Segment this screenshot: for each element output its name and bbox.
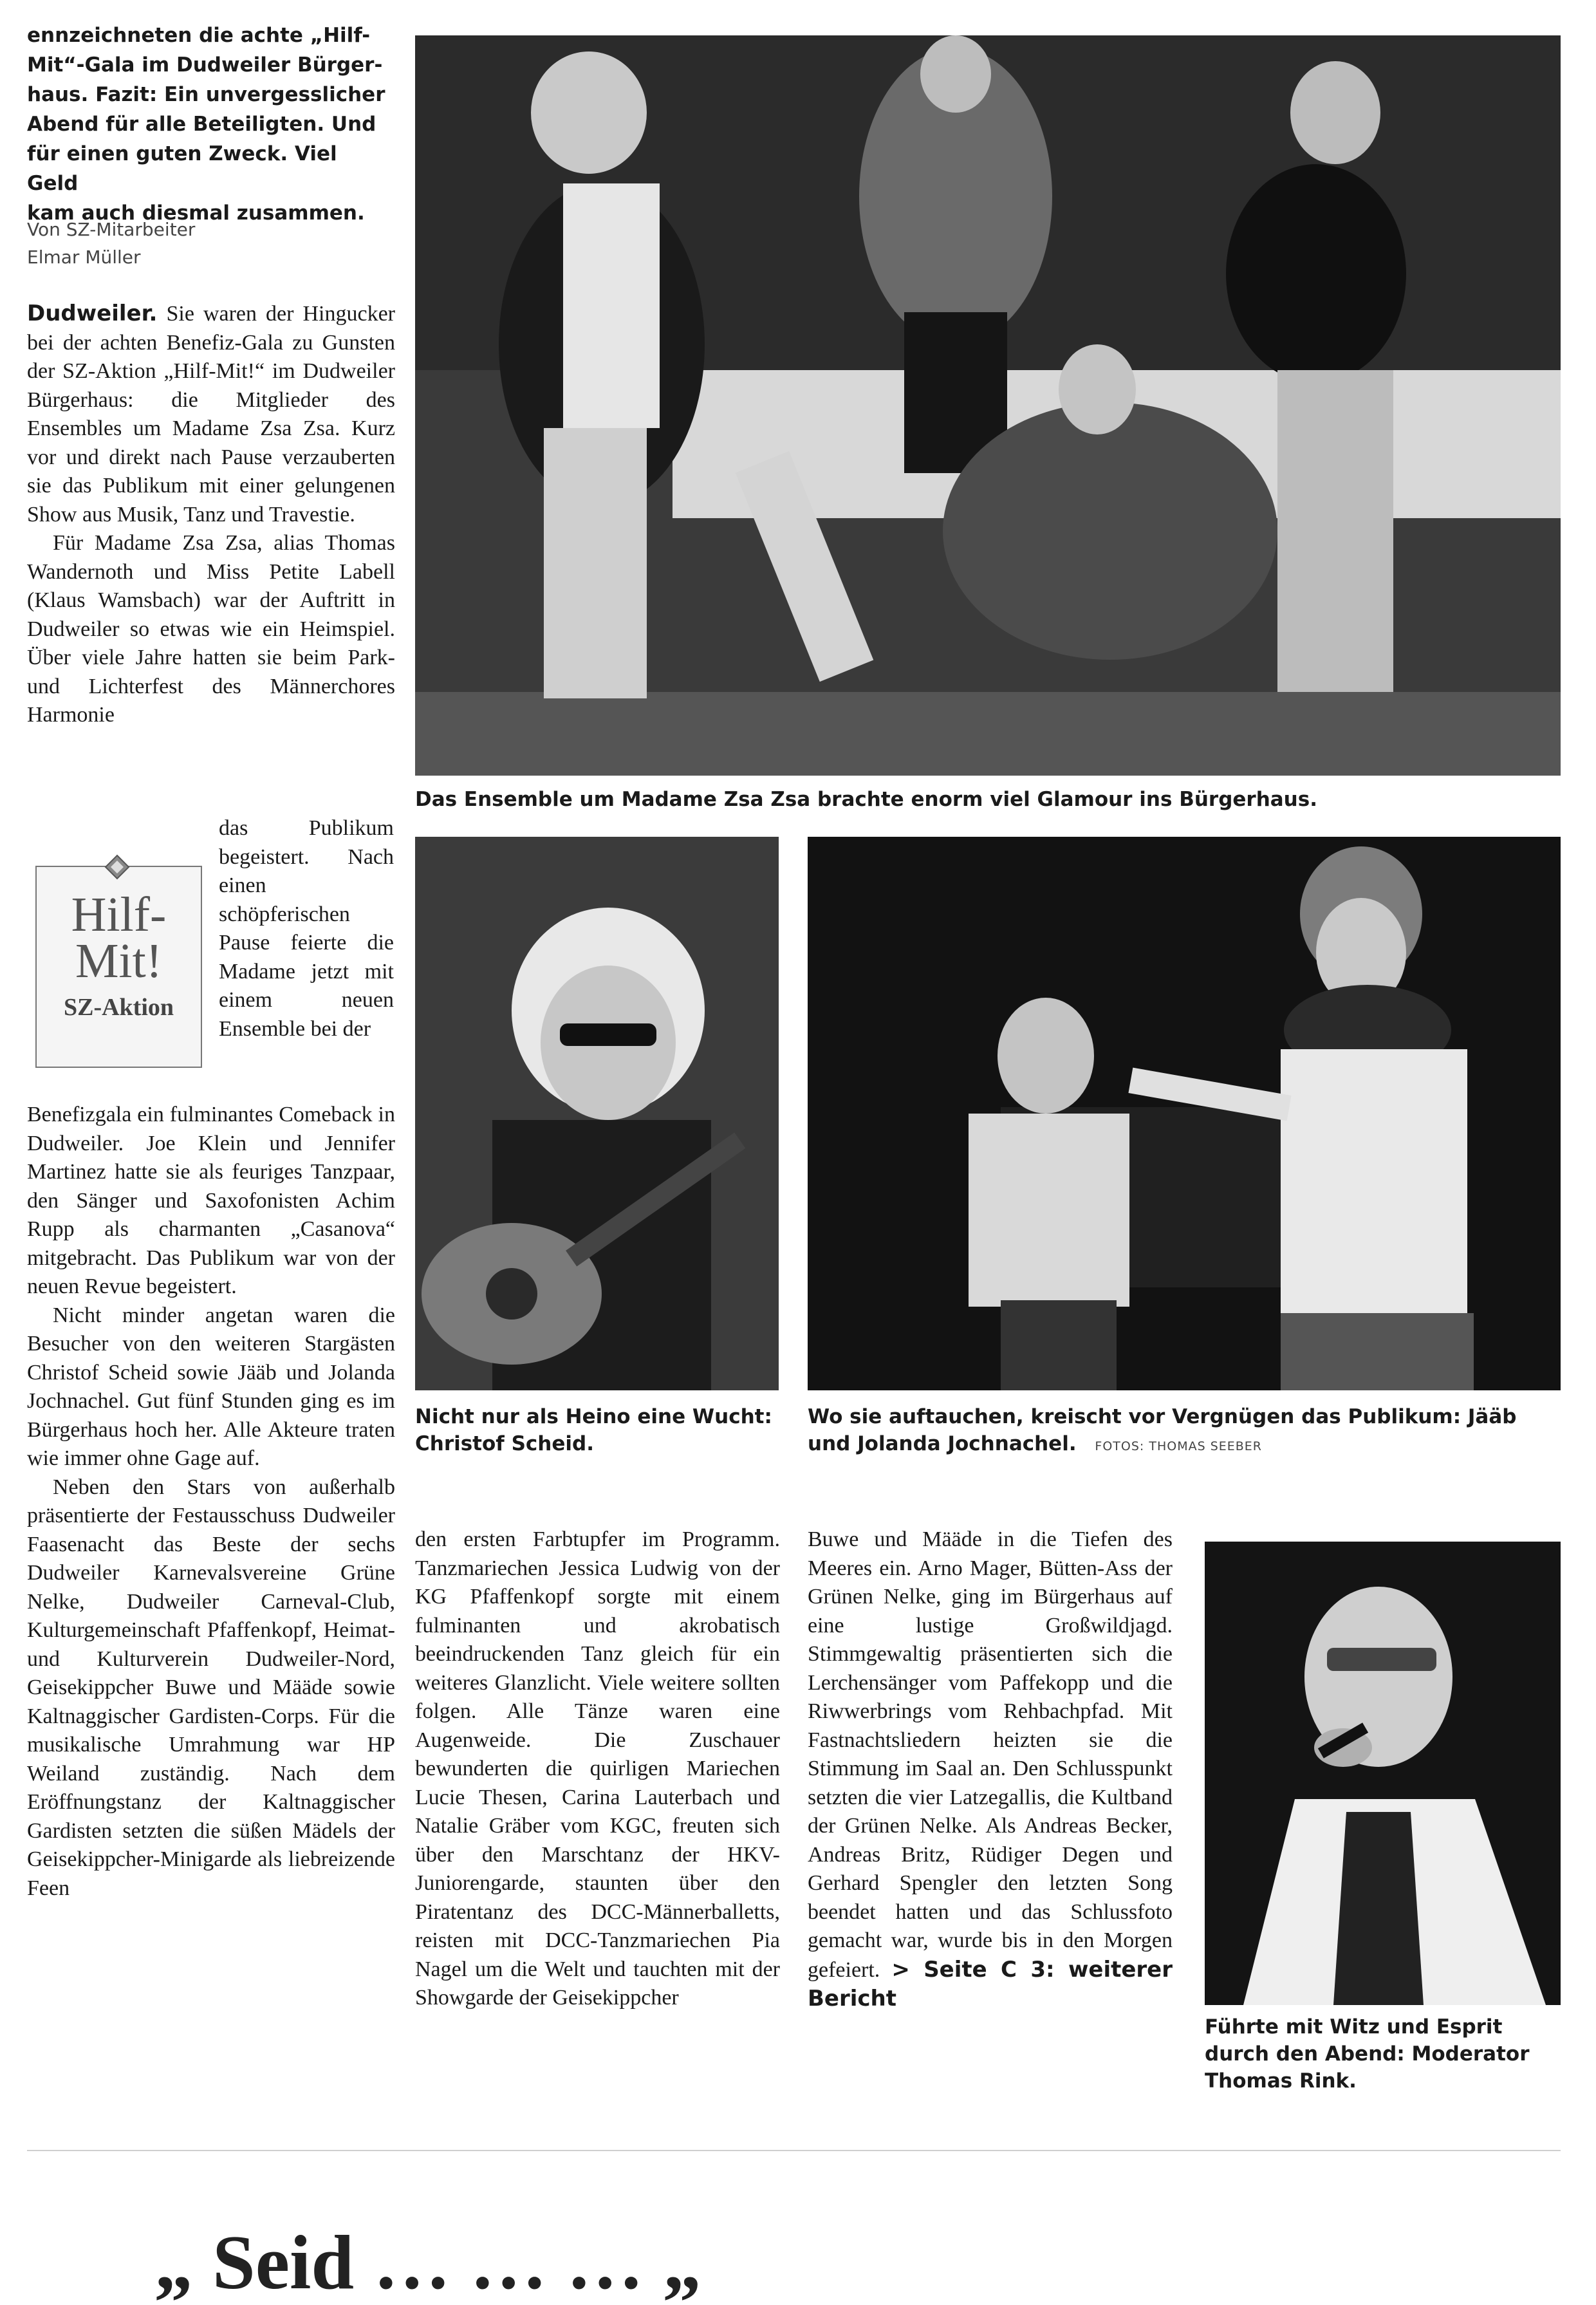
photo-ensemble [415,35,1561,776]
caption-jochnachel [808,1403,1561,1460]
article-column-3 [808,1526,1173,2014]
more-link[interactable]: > Seite C 3: weiterer Bericht [808,1956,1173,2011]
dateline: Dudweiler. [27,301,158,326]
logo-line-1: Hilf- [71,888,167,942]
photo-moderator [1205,1542,1561,2005]
article-paragraph-3: Nicht minder angetan waren die Besucher von den weiteren Stargästen Christof Scheid sowie Jääb und Jolanda Jochnachel. Gut fünf Stunden ging es im Bürgerhaus hoch her. Alle Akteure traten wie immer ohne Gage auf. [27,1303,395,1470]
page-divider [27,2150,1561,2151]
logo-line-2: Mit! [75,934,163,988]
photo-jochnachel [808,837,1561,1390]
article-byline: Von SZ-Mitarbeiter Elmar Müller [27,219,196,268]
caption-christof-scheid: Nicht nur als Heino eine Wucht: Christof Scheid. [415,1405,772,1455]
article-paragraph-4: Neben den Stars von außerhalb präsentierte der Festausschuss Dudweiler Faasenacht das Beste der sechs Dudweiler Karnevalsvereine Grüne Nelke, Dudweiler Carneval-Club, Kulturgemeinschaft Pfaffenkopf, Heimat- und Kulturverein Dudweiler-Nord, Geisekippcher Buwe und Määde sowie Kaltnaggischer Gardisten-Corps. Für die musikalische Umrahmung war HP Weiland zuständig. Nach dem Eröffnungstanz der Kaltnaggischer Gardisten setzten die süßen Mädels der Geisekippcher-Minigarde als liebreizende Feen [27,1475,395,1900]
photo-credit: FOTOS: THOMAS SEEBER [1095,1439,1263,1453]
article-wrap-text: das Publikum begeistert. Nach einen schöpferischen Pause feierte die Madame jetzt mit einem neuen Ensemble bei der [219,816,394,1041]
article-column-2: den ersten Farbtupfer im Programm. Tanzmariechen Jessica Ludwig von der KG Pfaffenkopf sorgte mit einem fulminanten und akrobatisch beeindruckenden Tanz gleich für ein weiteres Glanzlicht. Viele weitere sollten folgen. Alle Tänze waren eine Augenweide. Die Zuschauer bewunderten die quirligen Mariechen Lucie Thesen, Carina Lauterbach und Natalie Gräber vom KGC, freuten sich über den Marschtanz der HKV-Juniorengarde, staunten über den Piratentanz des DCC-Männerballetts, reisten mit DCC-Tanzmariechen Pia Nagel um die Welt und tauchten mit der Showgarde der Geisekippcher [415,1527,780,2010]
article-column-3-text: Buwe und Määde in die Tiefen des Meeres ein. Arno Mager, Bütten-Ass der Grünen Nelke, ging im Bürgerhaus auf eine lustige Großwildjagd. Stimmgewaltig präsentierten sich die Lerchensänger vom Paffekopp und die Riwwerbrings vom Rehbachpfad. Mit Fastnachtsliedern heizten sie die Stimmung im Saal an. Den Schlusspunkt setzten die vier Latzegallis, die Kultband der Grünen Nelke. Als Andreas Becker, Andreas Britz, Rüdiger Degen und Gerhard Spengler den letzten Song beendet hatten und das Schlussfoto gemacht war, wurde bis in den Morgen gefeiert. [808,1527,1173,1982]
hilf-mit-logo [35,866,202,1068]
article-paragraph-1: Sie waren der Hingucker bei der achten Benefiz-Gala zu Gunsten der SZ-Aktion „Hilf-Mit!“ im Dudweiler Bürgerhaus: die Mitglieder des Ensembles um Madame Zsa Zsa. Kurz vor und direkt nach Pause verzauberten sie das Publikum mit einer gelungenen Show aus Musik, Tanz und Travestie. [27,302,395,527]
footer-headline-fragment: „ Seid … … … „ [154,2219,702,2305]
article-lead: ennzeichneten die achte „Hilf- Mit“-Gala im Dudweiler Bürger- haus. Fazit: Ein unvergesslicher Abend für alle Beteiligten. Und für einen guten Zweck. Viel Geld kam auch diesmal zusammen. [27,24,385,225]
diamond-icon [104,854,130,880]
article-paragraph-2-cont: Benefizgala ein fulminantes Comeback in Dudweiler. Joe Klein und Jennifer Martinez hatte sie als feuriges Tanzpaar, den Sänger und Saxofonisten Achim Rupp als charmanten „Casanova“ mitgebracht. Das Publikum war von der neuen Revue begeistert. [27,1103,395,1298]
caption-ensemble: Das Ensemble um Madame Zsa Zsa brachte enorm viel Glamour ins Bürgerhaus. [415,788,1317,811]
article-column-1 [27,299,395,730]
article-paragraph-2: Für Madame Zsa Zsa, alias Thomas Wandernoth und Miss Petite Labell (Klaus Wamsbach) war der Auftritt in Dudweiler so etwas wie ein Heimspiel. Über viele Jahre hatten sie beim Park- und Lichterfest des Männerchores Harmonie [27,531,395,727]
logo-subtitle: SZ-Aktion [63,994,174,1021]
article-column-1-cont [27,1101,395,1903]
caption-jochnachel-text: Wo sie auftauchen, kreischt vor Vergnügen das Publikum: Jääb und Jolanda Jochnachel. [808,1405,1517,1455]
caption-moderator: Führte mit Witz und Esprit durch den Abend: Moderator Thomas Rink. [1205,2015,1530,2093]
photo-christof-scheid [415,837,779,1390]
